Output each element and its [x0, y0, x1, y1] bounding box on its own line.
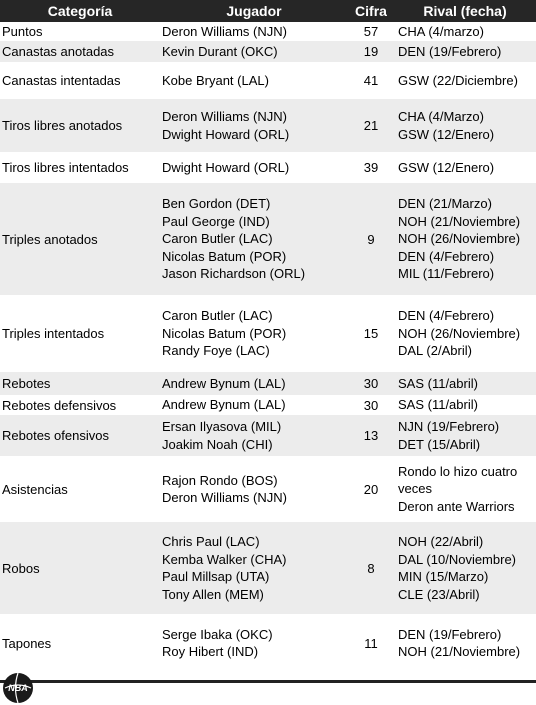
player-name: Chris Paul (LAC) [162, 534, 260, 549]
rival-date: GSW (12/Enero) [398, 126, 495, 142]
player-name: Andrew Bynum (LAL) [162, 397, 286, 413]
rival-cell [394, 159, 536, 177]
rival-date: Deron ante Warriors [398, 498, 515, 514]
rival-date: NOH (21/Noviembre) [398, 644, 521, 659]
player-name: Kobe Bryant (LAL) [162, 72, 269, 88]
rival-cell [394, 307, 536, 360]
nba-logo-icon [2, 672, 34, 704]
rival-date: NJN (19/Febrero) [398, 419, 500, 434]
category-cell: Rebotes defensivos [2, 397, 117, 413]
figure-cell: 13 [363, 428, 379, 443]
table-row [0, 395, 536, 415]
category-cell: Canastas intentadas [2, 73, 121, 88]
category-cell: Robos [2, 560, 40, 576]
player-cell [160, 23, 348, 41]
category-cell: Rebotes ofensivos [2, 428, 109, 443]
table-row [0, 415, 536, 456]
category-cell: Puntos [2, 24, 43, 39]
rival-cell [394, 375, 536, 393]
player-name: Ben Gordon (DET) [162, 196, 271, 212]
rival-date: SAS (11/abril) [398, 375, 478, 391]
player-name: Deron Williams (NJN) [162, 490, 287, 505]
table-row [0, 295, 536, 372]
player-cell [160, 159, 348, 177]
player-cell [160, 626, 348, 661]
player-name: Andrew Bynum (LAL) [162, 375, 286, 391]
rival-date: DEN (4/Febrero) [398, 248, 495, 264]
rival-cell [394, 43, 536, 61]
table-row [0, 372, 536, 395]
player-name: Tony Allen (MEM) [162, 586, 264, 602]
logo-text: NBA [8, 683, 28, 693]
player-name: Randy Foye (LAC) [162, 343, 270, 359]
player-name: Roy Hibert (IND) [162, 644, 259, 659]
rival-date: GSW (22/Diciembre) [398, 72, 518, 88]
rival-cell [394, 626, 536, 661]
player-name: Joakim Noah (CHI) [162, 436, 273, 452]
rival-date: GSW (12/Enero) [398, 159, 495, 175]
player-name: Nicolas Batum (POR) [162, 325, 287, 341]
figure-cell: 57 [363, 24, 379, 39]
player-name: Serge Ibaka (OKC) [162, 626, 273, 642]
figure-cell: 30 [363, 376, 379, 391]
figure-cell: 20 [363, 481, 379, 497]
rival-date: veces [398, 481, 432, 497]
rival-cell [394, 72, 536, 90]
category-cell: Triples intentados [2, 326, 105, 341]
rival-date: DEN (21/Marzo) [398, 196, 492, 212]
player-cell [160, 533, 348, 603]
rival-date: DEN (19/Febrero) [398, 43, 502, 59]
rival-date: DEN (4/Febrero) [398, 308, 495, 324]
table-header [0, 0, 536, 22]
figure-cell: 19 [363, 44, 379, 59]
player-cell [160, 375, 348, 393]
rival-cell [394, 23, 536, 41]
rival-date: NOH (26/Noviembre) [398, 325, 521, 341]
player-name: Nicolas Batum (POR) [162, 248, 287, 264]
rival-date: DAL (2/Abril) [398, 343, 472, 359]
player-name: Caron Butler (LAC) [162, 308, 273, 324]
category-cell: Asistencias [2, 481, 68, 497]
player-name: Dwight Howard (ORL) [162, 126, 290, 142]
table-row [0, 152, 536, 183]
table-body [0, 22, 536, 672]
rival-date: MIN (15/Marzo) [398, 569, 489, 584]
player-name: Jason Richardson (ORL) [162, 266, 306, 282]
category-cell: Rebotes [2, 376, 51, 391]
rival-date: NOH (26/Noviembre) [398, 231, 521, 247]
player-cell [160, 195, 348, 283]
figure-cell: 8 [367, 560, 375, 576]
category-cell: Canastas anotadas [2, 44, 115, 59]
figure-cell: 11 [364, 635, 378, 651]
table-row [0, 456, 536, 522]
table-row [0, 183, 536, 295]
table-row [0, 41, 536, 62]
rival-date: DEN (19/Febrero) [398, 626, 502, 642]
rival-cell [394, 533, 536, 603]
category-cell: Tapones [2, 635, 52, 651]
table-row [0, 22, 536, 41]
header-player: Jugador [226, 3, 282, 19]
player-cell [160, 43, 348, 61]
figure-cell: 39 [363, 160, 379, 175]
player-cell [160, 472, 348, 507]
rival-date: CHA (4/Marzo) [398, 109, 484, 124]
figure-cell: 9 [367, 231, 375, 247]
table-row [0, 62, 536, 99]
rival-cell [394, 108, 536, 143]
player-cell [160, 108, 348, 143]
rival-date: DAL (10/Noviembre) [398, 551, 517, 567]
rival-date: NOH (22/Abril) [398, 534, 484, 549]
table-row [0, 614, 536, 672]
player-name: Kevin Durant (OKC) [162, 43, 278, 59]
player-name: Paul George (IND) [162, 213, 270, 229]
player-name: Deron Williams (NJN) [162, 109, 287, 124]
figure-cell: 30 [363, 397, 379, 413]
rival-date: SAS (11/abril) [398, 397, 478, 413]
player-cell [160, 396, 348, 414]
player-name: Deron Williams (NJN) [162, 23, 287, 39]
header-rival: Rival (fecha) [423, 3, 507, 19]
category-cell: Tiros libres intentados [2, 160, 129, 175]
category-cell: Tiros libres anotados [2, 118, 123, 133]
player-cell [160, 72, 348, 90]
player-cell [160, 307, 348, 360]
header-figure: Cifra [355, 3, 387, 19]
rival-date: CLE (23/Abril) [398, 586, 480, 602]
header-category: Categoría [47, 3, 113, 19]
rival-cell [394, 195, 536, 283]
rival-date: MIL (11/Febrero) [398, 266, 495, 282]
rival-date: DET (15/Abril) [398, 436, 481, 452]
rival-date: NOH (21/Noviembre) [398, 213, 521, 229]
player-name: Rajon Rondo (BOS) [162, 472, 278, 488]
table-row [0, 99, 536, 152]
player-name: Dwight Howard (ORL) [162, 159, 290, 175]
rival-date: Rondo lo hizo cuatro [398, 463, 518, 479]
table-row [0, 522, 536, 614]
player-name: Caron Butler (LAC) [162, 231, 273, 247]
figure-cell: 15 [363, 326, 379, 341]
player-name: Paul Millsap (UTA) [162, 569, 270, 584]
rival-cell [394, 463, 536, 516]
figure-cell: 21 [363, 118, 379, 133]
player-name: Ersan Ilyasova (MIL) [162, 419, 282, 434]
player-name: Kemba Walker (CHA) [162, 551, 287, 567]
player-cell [160, 418, 348, 453]
rival-cell [394, 396, 536, 414]
category-cell: Triples anotados [2, 231, 98, 247]
figure-cell: 41 [363, 73, 379, 88]
rival-cell [394, 418, 536, 453]
footer-divider [0, 680, 536, 683]
rival-date: CHA (4/marzo) [398, 23, 484, 39]
